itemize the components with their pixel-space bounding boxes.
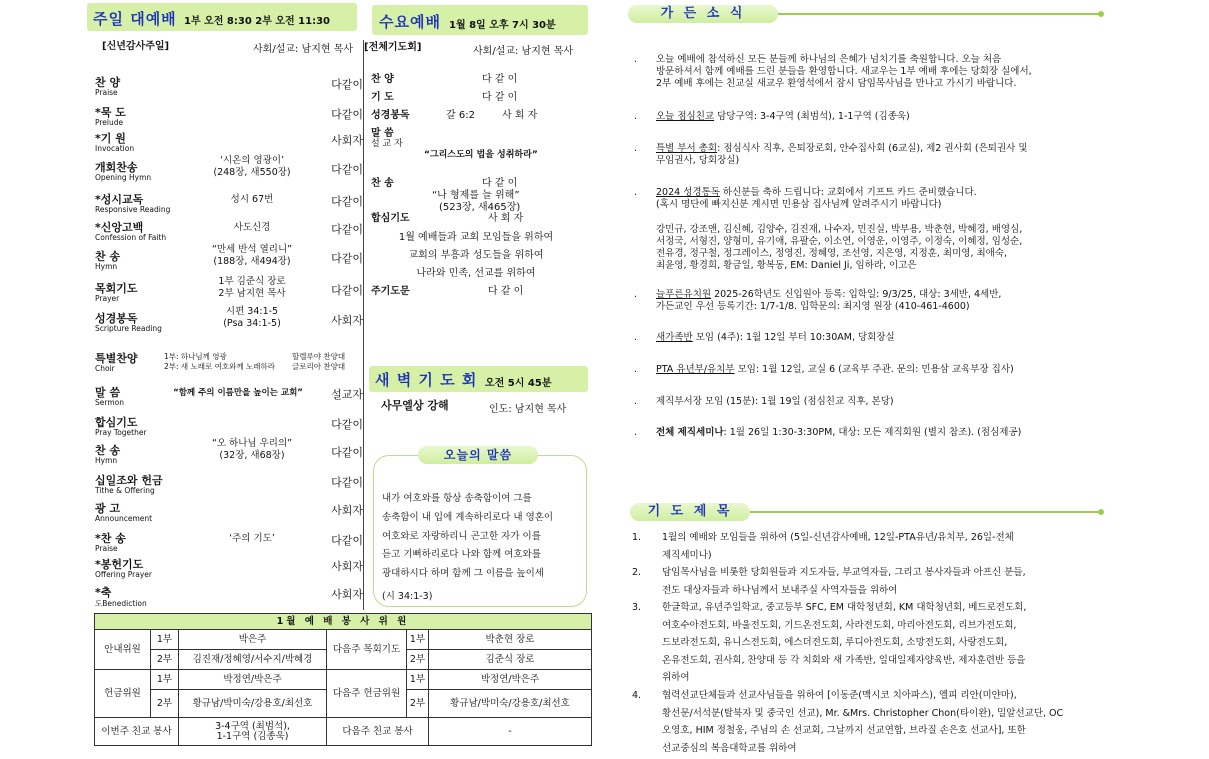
table-cell: 다음주 목회기도 (327, 630, 407, 670)
prayer-number: 1. (632, 532, 642, 543)
order-item-english: Prelude (95, 118, 124, 127)
order-item-title: 찬 송 (95, 250, 121, 263)
prayer-title: 기 도 제 목 (630, 503, 750, 521)
news-line: 서정국, 서형진, 양형미, 유기애, 유팔순, 이소연, 이영운, 이영주, 이정숙, 이혜정, 임성순, (656, 236, 1023, 247)
news-bold: 전체 제직세미나 (656, 427, 724, 438)
order-item-role: 설교자 (331, 388, 363, 401)
order-item-title: 찬 송 (95, 444, 121, 457)
table-title: 1월 예 배 봉 사 위 원 (95, 614, 592, 630)
order-item-english: Offering Prayer (95, 570, 152, 579)
wed-prayer-1: 1월 예배들과 교회 모임들을 위하여 (398, 232, 554, 243)
news-line: 무임권사, 당회장실) (656, 155, 740, 166)
news-text: 모임 (4주): 1월 12일 부터 10:30AM, 당회장실 (692, 332, 895, 343)
news-text: : 1월 26일 1:30-3:30PM, 대상: 모든 제직회원 (별지 참조). (점심제공) (723, 427, 1022, 438)
prayer-line: 전도 대상자들과 하나님께서 보내주실 사역자들을 위하여 (662, 584, 898, 596)
order-item (95, 530, 363, 558)
bullet-dot: . (634, 396, 638, 407)
wed-praise-r: 다 같 이 (482, 74, 518, 85)
order-item-title: 개회찬송 (95, 161, 138, 174)
news-link: 오늘 점심친교 (656, 111, 715, 122)
order-item (95, 500, 363, 528)
news-text: 모임: 1월 12일, 교실 6 (교육부 주관. 문의: 민용삼 교육부장 집사) (734, 364, 1014, 375)
sunday-times: 1부 오전 8:30 2부 오전 11:30 (184, 16, 330, 27)
wednesday-times: 1월 8일 오후 7시 30분 (449, 20, 556, 31)
order-item (95, 130, 363, 158)
order-item-role: 다같이 (331, 108, 363, 121)
prayer-number: 3. (632, 602, 642, 613)
prayer-line: 제직세미나) (662, 549, 712, 561)
order-item-title: 성경봉독 (95, 312, 138, 325)
order-item-detail: “오 하나님 우리의” (32장, 새68장) (211, 438, 293, 461)
order-item-english: Scripture Reading (95, 324, 162, 333)
wed-lords-r: 다 같 이 (488, 286, 524, 297)
today-word-title: 오늘의 말씀 (418, 446, 538, 464)
order-item-role: 다같이 (331, 446, 363, 459)
prayer-item (632, 599, 1110, 687)
table-cell: 1부 (151, 670, 179, 690)
news-link: 늘푸른유치원 (656, 289, 712, 300)
order-item-english: Confession of Faith (95, 233, 167, 242)
order-item-role: 다같이 (331, 195, 363, 208)
news-line: 강민규, 강조앤, 김신혜, 김양수, 김진재, 나수자, 민진실, 박부용, 박춘현, 박혜경, 배영심, (656, 224, 1023, 235)
offering-label: 헌금위원 (95, 670, 151, 718)
word-line: 광대하시다 하며 함께 그 이름을 높이세 (382, 568, 544, 580)
order-item (95, 219, 363, 247)
news-link: 특별 부서 총회 (656, 143, 718, 154)
order-item-role: 다같이 (331, 476, 363, 489)
wed-hymn-m: “나 형제를 늘 위해” (432, 190, 520, 201)
news-text: 하신분들 축하 드립니다: 교회에서 기프트 카드 준비했습니다. (719, 187, 977, 198)
news-lunch (634, 111, 1096, 123)
wednesday-officiant: 사회/설교: 남지현 목사 (473, 46, 574, 57)
news-link: PTA 유년부/유치부 (656, 364, 735, 375)
sunday-title: 주일 대예배 (93, 10, 177, 28)
table-cell: 황규남/박미숙/강용호/최선호 (429, 690, 592, 718)
order-item-role: 사회자 (331, 504, 363, 517)
service-committee-table (94, 613, 592, 746)
news-link: 2024 성경통독 (656, 187, 720, 198)
wed-prayer-r: 다 같 이 (482, 92, 518, 103)
news-line: 2부 예배 후에는 친교실 새교우 환영석에서 잠시 담임목사님을 만나고 가시기 바랍니다. (656, 78, 1017, 89)
wed-praise-label: 찬 양 (371, 74, 394, 85)
news-school (634, 289, 1096, 313)
order-item-role: 다같이 (331, 223, 363, 236)
order-item-english: Hymn (95, 262, 118, 271)
order-item-title: 합심기도 (95, 416, 138, 429)
wed-lords (371, 282, 410, 297)
wed-lords-label: 주기도문 (371, 286, 410, 297)
prayer-item (632, 529, 1110, 564)
order-item-role: 사회자 (331, 588, 363, 601)
news-title: 가 든 소 식 (628, 5, 778, 23)
table-cell: 1부 (407, 670, 429, 690)
table-cell: 박은주 (179, 630, 327, 650)
news-line: 전유경, 정구철, 정그레이스, 정영진, 정혜영, 조선영, 지은영, 지정훈, 최미영, 최애숙, (656, 248, 1008, 259)
order-item-detail: ‘시온의 영광이’ (248장, 새550장) (213, 155, 291, 178)
choir-2b: 글로리아 찬양대 (292, 362, 346, 371)
order-item (95, 244, 363, 276)
table-cell: 2부 (407, 690, 429, 718)
order-item-english: Choir (95, 364, 115, 373)
order-item-detail: ‘주의 기도’ (229, 533, 275, 544)
wed-reading-r: 사 회 자 (502, 110, 538, 121)
news-text: 제직부서장 모임 (15분): 1월 19일 (점심친교 직후, 본당) (656, 396, 894, 407)
order-item-title: 특별찬양 (95, 352, 138, 365)
table-cell: 황규남/박미숙/강용호/최선호 (179, 690, 327, 718)
order-item-english: Tithe & Offering (95, 486, 155, 495)
wed-reading-m: 갈 6:2 (446, 110, 475, 121)
choir-1: 1부: 하나님께 영광 (164, 352, 227, 361)
choir-1b: 할렐루야 찬양대 (292, 352, 346, 361)
wed-prayer-label: 기 도 (371, 92, 394, 103)
order-item-detail: 성시 67번 (230, 194, 274, 205)
prayer-line: 황선문/서석분(탈북자 및 중국인 선교), Mr. &Mrs. Christopher Chon(타이완), 밀알선교단, OC (662, 707, 1064, 719)
wed-sermon-label: 말 씀 (371, 128, 394, 139)
column-divider (363, 40, 364, 610)
order-item (95, 556, 363, 584)
wed-hymn-label: 찬 송 (371, 178, 394, 189)
order-item-role: 사회자 (331, 560, 363, 573)
order-item (95, 584, 363, 612)
wed-sermon-title: “그리스도의 법을 성취하라” (424, 150, 538, 160)
order-item-detail: 1부 김준식 장로 2부 남지현 목사 (218, 276, 286, 299)
order-item-role: 다같이 (331, 284, 363, 297)
prayer-line: 1월의 예배와 모임들을 위하여 (5일-신년감사예배, 12일-PTA유년/유치부, 26일-전체 (662, 532, 1014, 543)
word-line: 송축함이 내 입에 계속하리로다 내 영혼이 (382, 511, 554, 523)
prayer-line: 위하여 (662, 672, 690, 684)
bullet-dot: . (634, 143, 638, 154)
prayer-line: 선교중심의 복음대학교를 위하여 (662, 742, 797, 754)
bullet-dot: . (634, 54, 638, 65)
order-item-title: *묵 도 (95, 106, 126, 119)
prayer-number: 2. (632, 567, 642, 578)
sunday-occasion: [신년감사주일] (102, 41, 170, 52)
order-item-role: 다같이 (331, 534, 363, 547)
order-item-english: Responsive Reading (95, 205, 171, 214)
order-item-role: 다같이 (331, 252, 363, 265)
order-item-role: 다같이 (331, 418, 363, 431)
word-ref: (시 34:1-3) (382, 590, 433, 602)
order-item-title: 광 고 (95, 502, 121, 515)
prayer-line: 오영호, HIM 정철웅, 주님의 손 선교회, 그날까지 선교연합, 브라질 손은호 선교사], 또한 (662, 725, 1026, 737)
wednesday-header (372, 5, 588, 35)
prayer-item (632, 687, 1110, 757)
news-line: (혹시 명단에 빠지신분 계시면 민용삼 집사님께 알려주시기 바랍니다) (656, 199, 942, 210)
order-item-english: Sermon (95, 398, 124, 407)
wed-prayer (371, 88, 394, 103)
wed-praise (371, 70, 394, 85)
dawn-time: 오전 5시 45분 (485, 378, 552, 389)
table-cell-line: 1-1구역 (김종욱) (216, 730, 289, 742)
bullet-dot: . (634, 332, 638, 343)
order-item-role: 사회자 (331, 134, 363, 147)
order-item (95, 276, 363, 308)
order-item-title: 목회기도 (95, 282, 138, 295)
prayer-line: 온유전도회, 권사회, 찬양대 등 각 치회와 새 가족반, 일대일제자양육반, 제자훈련반 등을 (662, 654, 1026, 666)
fellowship-label: 이번주 친교 봉사 (95, 718, 179, 746)
order-item (95, 104, 363, 132)
order-item-english: Hymn (95, 456, 118, 465)
news-dept (634, 143, 1096, 167)
table-cell: 1부 (407, 630, 429, 650)
order-item-detail: 시편 34:1-5 (Psa 34:1-5) (223, 306, 281, 329)
word-line: 듣고 기뻐하리로다 나와 함께 여호와를 (382, 549, 541, 561)
order-item-english: Opening Hymn (95, 173, 152, 182)
wed-sermon-sub: 설 교 자 (371, 139, 403, 149)
order-item (95, 191, 363, 219)
table-cell: 김준식 장로 (429, 650, 592, 670)
order-item-role: 다같이 (331, 78, 363, 91)
today-word-box (373, 448, 587, 607)
table-cell: 박춘현 장로 (429, 630, 592, 650)
news-welcome (634, 54, 1096, 90)
wed-hymn (371, 174, 394, 189)
order-item-detail: “함께 주의 이름만을 높이는 교회” (173, 388, 303, 398)
order-item-role: 사회자 (331, 314, 363, 327)
order-item-title: *성시교독 (95, 193, 144, 206)
table-cell-line: 3-4구역 (최범석), (215, 720, 290, 732)
order-item-english: Announcement (95, 514, 153, 523)
today-word-text (382, 490, 582, 607)
wed-together-r: 사 회 자 (488, 213, 524, 224)
wednesday-title: 수요예배 (379, 13, 441, 31)
news-line: 방문하셔서 함께 예배를 드린 분들을 환영합니다. 새교우는 1부 예배 후에는 당회장 실에서, (656, 66, 1032, 77)
table-cell: 박정연/박은주 (429, 670, 592, 690)
order-item (95, 472, 363, 500)
dawn-leader: 인도: 남지현 목사 (489, 404, 567, 415)
dawn-header (369, 366, 588, 392)
table-cell: 다음주 헌금위원 (327, 670, 407, 718)
sunday-officiant: 사회/설교: 남지현 목사 (253, 44, 354, 55)
prayer-line: 드보라전도회, 유니스전도회, 에스더전도회, 루디아전도회, 소망전도회, 사랑전도회, (662, 637, 1008, 649)
wed-together-label: 합심기도 (371, 213, 410, 224)
dawn-book: 사무엘상 강해 (381, 399, 449, 412)
news-deacon (634, 396, 1096, 408)
bullet-dot: . (634, 427, 638, 438)
news-seminar (634, 427, 1096, 439)
wed-hymn-r: 다 같 이 (482, 178, 518, 189)
order-item-title: *봉헌기도 (95, 558, 144, 571)
news-line: 오늘 예배에 참석하신 모든 분들께 하나님의 은혜가 넘치기를 축원합니다. 오늘 처음 (656, 54, 1002, 65)
bullet-dot: . (634, 289, 638, 300)
prayer-line: 협력선교단체들과 선교사님들을 위하여 [이동준(멕시코 치아파스), 엘피 리안(미얀마), (662, 690, 1017, 701)
order-item (95, 155, 363, 187)
order-item-title: *기 원 (95, 132, 126, 145)
sunday-order-list (95, 0, 363, 610)
news-title-line (778, 13, 1100, 15)
prayer-item (632, 564, 1110, 599)
table-cell: 1부 (151, 630, 179, 650)
table-cell: - (429, 718, 592, 746)
wed-hymn-n: (523장, 새465장) (439, 202, 521, 213)
news-title-dot (1098, 11, 1104, 17)
news-text: 담당구역: 3-4구역 (최범석), 1-1구역 (김종욱) (714, 111, 910, 122)
wed-prayer-3: 나라와 민족, 선교를 위하여 (416, 268, 536, 279)
prayer-number: 4. (632, 690, 642, 701)
wednesday-occasion: [전체기도회] (364, 42, 422, 53)
bullet-dot: . (634, 187, 638, 198)
choir-2: 2부: 새 노래로 여호와께 노래하라 (164, 362, 276, 371)
order-item-english: Praise (95, 544, 118, 553)
order-item (95, 74, 363, 102)
table-cell: 김진재/정혜영/서수지/박혜경 (179, 650, 327, 670)
prayer-title-line (750, 511, 1100, 513)
usher-label: 안내위원 (95, 630, 151, 670)
table-cell: 2부 (151, 690, 179, 718)
order-item-english: Prayer (95, 294, 120, 303)
news-bible (634, 187, 1096, 211)
order-item-english: 도Benediction (95, 599, 147, 608)
news-newfam (634, 332, 1096, 344)
order-item-role: 다같이 (331, 163, 363, 176)
order-item-title: 십일조와 헌금 (95, 474, 163, 487)
order-item-title: *축 (95, 586, 112, 599)
table-cell: 2부 (151, 650, 179, 670)
news-line: 가든교인 우선 등록기간: 1/7-1/8. 입학문의: 최지영 원장 (410-461-4600) (656, 301, 970, 312)
table-cell: 박정연/박은주 (179, 670, 327, 690)
order-item-title: 찬 양 (95, 76, 121, 89)
wed-prayer-2: 교회의 부흥과 성도들을 위하여 (408, 250, 544, 261)
prayer-line: 한글학교, 유년주일학교, 중고등부 SFC, EM 대학청년회, KM 대학청년회, 베드로전도회, (662, 602, 1027, 613)
order-item (95, 384, 363, 412)
order-item-english: Praise (95, 88, 118, 97)
bullet-dot: . (634, 364, 638, 375)
wed-together (371, 209, 410, 224)
news-names (656, 224, 1096, 272)
order-item-title: *신앙고백 (95, 221, 144, 234)
word-line: 여호와로 자랑하리니 곤고한 자가 이를 (382, 530, 541, 542)
order-item-english: Pray Together (95, 428, 147, 437)
wed-reading (371, 106, 410, 121)
bullet-dot: . (634, 111, 638, 122)
order-item-english: Invocation (95, 144, 135, 153)
choir-detail (164, 352, 364, 372)
table-cell (179, 718, 327, 746)
table-cell: 다음주 친교 봉사 (327, 718, 429, 746)
order-item-detail: 사도신경 (233, 222, 271, 233)
news-pta (634, 364, 1096, 376)
news-text: 2025-26학년도 신입원아 등록: 입학일: 9/3/25, 대상: 3세반, 4세반, (711, 289, 1002, 300)
wed-reading-label: 성경봉독 (371, 110, 410, 121)
order-item (95, 438, 363, 470)
order-item-detail: “만세 반석 열리니” (188장, 새494장) (211, 244, 293, 267)
order-item-title: *찬 송 (95, 532, 126, 545)
prayer-line: 담임목사님을 비롯한 당회원들과 지도자들, 부교역자들, 그리고 봉사자들과 아프신 분들, (662, 567, 1026, 578)
word-line: 내가 여호와를 항상 송축함이여 그를 (382, 493, 532, 504)
prayer-title-dot (1098, 509, 1104, 515)
table-cell: 2부 (407, 650, 429, 670)
dawn-title: 새 벽 기 도 회 (375, 371, 478, 389)
news-link: 새가족반 (656, 332, 693, 343)
news-text: : 점심식사 직후, 은퇴장로회, 안수집사회 (6교실), 제2 권사회 (은퇴권사 및 (717, 143, 1028, 154)
news-line: 최윤영, 황경희, 황금일, 황복동, EM: Daniel Ji, 임하라, 이고은 (656, 260, 917, 271)
order-item (95, 306, 363, 338)
prayer-line: 여호수아전도회, 바울전도회, 기드온전도회, 사라전도회, 마리아전도회, 리브가전도회, (662, 619, 1017, 631)
order-item-title: 말 씀 (95, 386, 121, 399)
